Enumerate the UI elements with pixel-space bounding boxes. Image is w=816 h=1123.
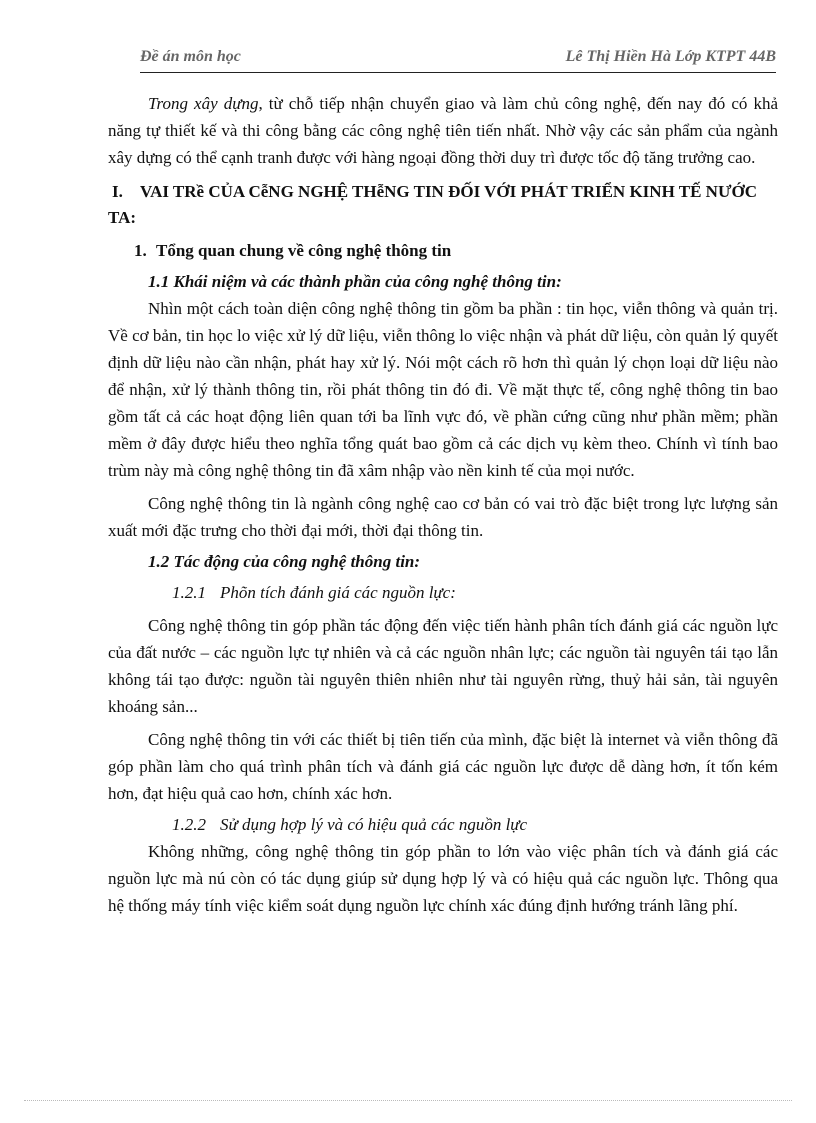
- subsection-1-2-1-title: Phõn tích đánh giá các nguồn lực:: [220, 583, 456, 602]
- subsection-1-2-1-heading: [108, 579, 778, 606]
- subsection-1-2-1-number: 1.2.1: [172, 583, 206, 602]
- subsection-1-2-2-title: Sử dụng hợp lý và có hiệu quả các nguồn lực: [220, 815, 528, 834]
- subsection-1-heading: [108, 237, 778, 264]
- subsection-1-1-heading: 1.1 Khái niệm và các thành phần của công nghệ thông tin:: [148, 272, 562, 291]
- section-i-heading: [108, 179, 778, 231]
- subsection-1-title: Tổng quan chung về công nghệ thông tin: [156, 241, 452, 260]
- page-header: [140, 48, 776, 73]
- document-body: [108, 90, 778, 919]
- section-i-number: I.: [112, 182, 123, 201]
- paragraph-resource-analysis: Công nghệ thông tin góp phần tác động đến việc tiến hành phân tích đánh giá các nguồn lực của đất nước – các nguồn lực tự nhiên và cả các nguồn nhân lực; các nguồn tài nguyên tái tạo lẫn không tái tạo được: nguồn tài nguyên thiên nhiên như tài nguyên rừng, thuỷ hải sản, tài nguyên khoáng sản...: [108, 616, 778, 716]
- subsection-1-2-heading: 1.2 Tác động của công nghệ thông tin:: [148, 552, 421, 571]
- header-course-title: Đề án môn học: [140, 48, 241, 65]
- subsection-1-number: 1.: [134, 241, 147, 260]
- paragraph-it-components: Nhìn một cách toàn diện công nghệ thông tin gồm ba phần : tin học, viễn thông và quản trị. Về cơ bản, tin học lo việc xử lý dữ liệu, viễn thông lo việc nhận và phát dữ liệu, còn quản lý quyết định dữ liệu nào cần nhận, phát hay xử lý. Nói một cách rõ hơn thì quản lý chọn loại dữ liệu nào để nhận, xử lý thành thông tin, rồi phát thông tin đó đi. Về mặt thực tế, công nghệ thông tin bao gồm tất cả các hoạt động liên quan tới ba lĩnh vực đó, về phần cứng cũng như phần mềm; phần mềm ở đây được hiểu theo nghĩa tổng quát bao gồm cả các dịch vụ kèm theo. Chính vì tính bao trùm này mà công nghệ thông tin đã xâm nhập vào nền kinh tế của mọi nước.: [108, 299, 778, 480]
- intro-text: , từ chỗ tiếp nhận chuyển giao và làm chủ công nghệ, đến nay đó có khả năng tự thiết kế và thi công bằng các công nghệ tiên tiến nhất. Nhờ vậy các sản phẩm của ngành xây dựng có thể cạnh tranh được với hàng ngoại đồng thời duy trì được tốc độ tăng trưởng cao.: [108, 94, 778, 167]
- intro-paragraph: [108, 90, 778, 171]
- header-author-class: Lê Thị Hiền Hà Lớp KTPT 44B: [565, 48, 776, 65]
- paragraph-internet-telecom: Công nghệ thông tin với các thiết bị tiên tiến của mình, đặc biệt là internet và viễn thông đã góp phần làm cho quá trình phân tích và đánh giá các nguồn lực được dễ dàng hơn, ít tốn kém hơn, đạt hiệu quả cao hơn, chính xác hơn.: [108, 730, 778, 803]
- section-i-title: VAI TRề CỦA CễNG NGHỆ THễNG TIN ĐỐI VỚI PHÁT TRIỂN KINH TẾ NƯỚC TA:: [108, 182, 757, 227]
- page-bottom-divider: [24, 1100, 792, 1101]
- intro-italic-lead: Trong xây dựng: [148, 94, 259, 113]
- subsection-1-2-2-heading: [108, 811, 778, 838]
- paragraph-efficient-use: Không những, công nghệ thông tin góp phần to lớn vào việc phân tích và đánh giá các nguồn lực mà nú còn có tác dụng giúp sử dụng hợp lý và có hiệu quả các nguồn lực. Thông qua hệ thống máy tính việc kiểm soát dụng nguồn lực chính xác đúng định hướng tránh lãng phí.: [108, 842, 778, 915]
- paragraph-it-high-tech: Công nghệ thông tin là ngành công nghệ cao cơ bản có vai trò đặc biệt trong lực lượng sản xuất mới đặc trưng cho thời đại mới, thời đại thông tin.: [108, 494, 778, 540]
- subsection-1-2-2-number: 1.2.2: [172, 815, 206, 834]
